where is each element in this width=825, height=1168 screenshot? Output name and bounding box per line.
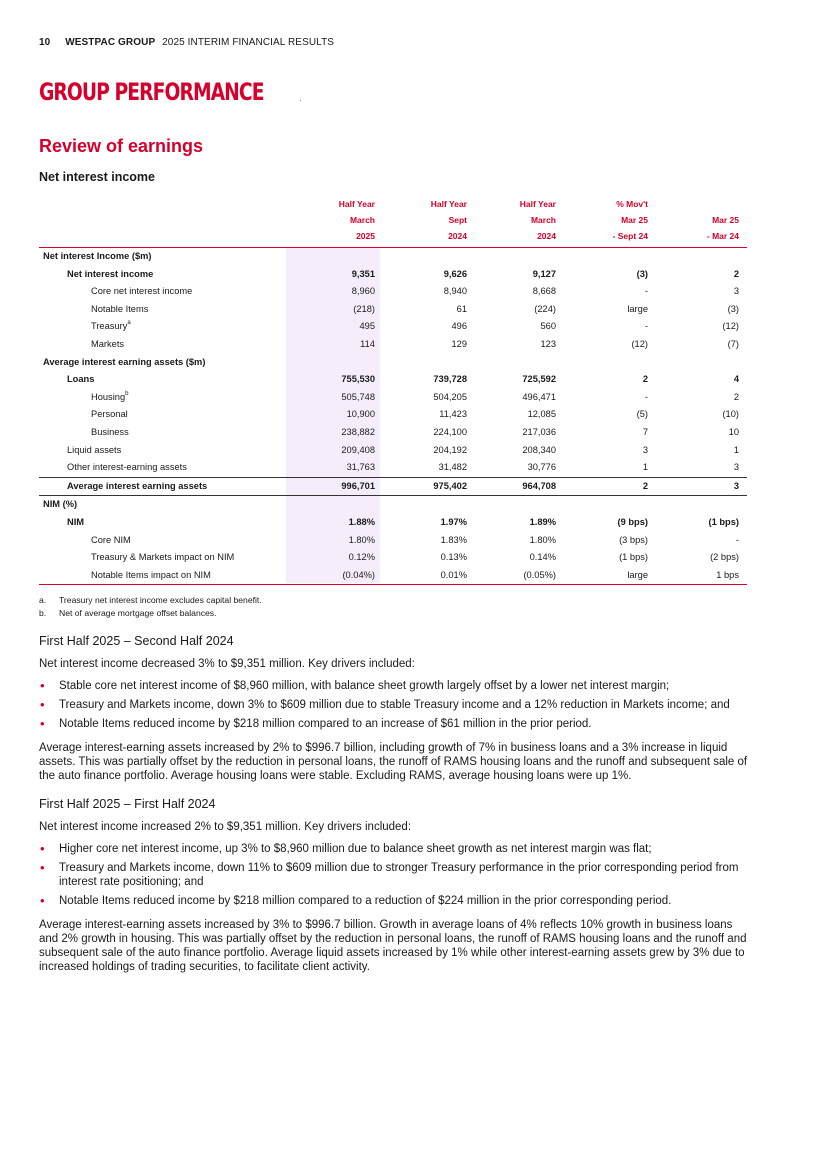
footnotes (39, 594, 262, 620)
row-label: Core NIM (91, 534, 131, 545)
table-cell: (3) (636, 268, 648, 279)
table-row (39, 406, 747, 424)
footnote: b. Net of average mortgage offset balances. (39, 608, 217, 618)
table-row (39, 459, 747, 477)
row-label: Core net interest income (91, 286, 193, 297)
table-cell: 504,205 (433, 391, 467, 402)
table-cell: (224) (534, 303, 556, 314)
table-cell: large (627, 569, 648, 580)
section2-intro: Net interest income increased 2% to $9,351 million. Key drivers included: (39, 821, 412, 833)
table-cell: 9,626 (443, 268, 467, 279)
row-label: Business (91, 426, 129, 437)
table-cell: 1.97% (440, 516, 467, 527)
table-cell: 1 (642, 462, 648, 473)
row-label: NIM (%) (43, 499, 78, 510)
table-cell: 3 (733, 462, 739, 473)
table-cell: 8,668 (532, 286, 556, 297)
row-label: Net interest Income ($m) (43, 251, 152, 261)
table-row (39, 248, 747, 266)
table-row (39, 477, 747, 497)
section2-bullets (39, 842, 749, 908)
table-cell: 2 (642, 374, 648, 385)
table-cell: 12,085 (527, 409, 556, 420)
table-row (39, 549, 747, 567)
table-cell: 129 (451, 338, 467, 349)
table-cell: 1.80% (529, 534, 556, 545)
row-label: Notable Items (91, 303, 149, 314)
column-header: Mar 25 (621, 215, 648, 225)
row-label: Notable Items impact on NIM (91, 569, 211, 580)
table-row (39, 336, 747, 354)
table-cell: 8,960 (351, 286, 375, 297)
section2-heading: First Half 2025 – First Half 2024 (39, 797, 216, 811)
section1-bullets (39, 679, 749, 731)
row-label: Housing$^b$ (91, 390, 129, 402)
table-row (39, 301, 747, 319)
table-cell: 739,728 (433, 374, 467, 385)
table-header (39, 199, 747, 247)
table-cell: - (644, 286, 648, 297)
table-cell: 11,423 (439, 409, 467, 420)
row-label: Net interest income (67, 268, 154, 279)
section1-heading: First Half 2025 – Second Half 2024 (39, 634, 234, 648)
column-header: % Mov't (616, 199, 648, 209)
footnote-marker: b (125, 390, 129, 397)
table-row (39, 354, 747, 372)
table-cell: (1 bps) (708, 516, 739, 527)
table-cell: 61 (456, 303, 467, 314)
table-cell: 1 (733, 444, 739, 455)
table-cell: (3 bps) (619, 534, 648, 545)
list-item: • Notable Items reduced income by $218 million compared to an increase of $61 million in the prior period. (39, 717, 749, 731)
table-cell: 3 (642, 444, 648, 455)
commentary (39, 634, 749, 982)
table-cell: - (735, 534, 739, 545)
table-cell: 0.13% (440, 552, 467, 563)
table-cell: 755,530 (341, 374, 375, 385)
row-label: Average interest earning assets (67, 480, 208, 491)
page-header (39, 37, 334, 48)
column-header: Half Year (519, 199, 556, 209)
row-label: Treasury & Markets impact on NIM (91, 552, 235, 563)
table-cell: 209,408 (341, 444, 375, 455)
table-cell: (3) (727, 303, 739, 314)
table-cell: 9,127 (532, 268, 556, 279)
table-row (39, 318, 747, 336)
table-cell: 114 (360, 338, 375, 349)
table-cell: 9,351 (351, 268, 375, 279)
table-row (39, 371, 747, 389)
section1-paragraph: Average interest-earning assets increased by 2% to $996.7 billion, including growth of 7% in business loans and a 3% increase in liquid assets. This was partially offset by the reduction in personal loans, the runoff of RAMS housing loans and the runoff and subsequent sale of the auto finance portfolio. Average housing loans were stable. Excluding RAMS, average housing loans were up 1%. (39, 742, 748, 782)
table-title: Net interest income (39, 170, 156, 184)
table-row (39, 514, 747, 532)
row-label: Markets (91, 338, 125, 349)
table-cell: 964,708 (522, 480, 556, 491)
row-label: Personal (91, 409, 128, 420)
column-header: March (349, 215, 375, 225)
table-cell: 0.14% (529, 552, 556, 563)
table-cell: (10) (722, 409, 739, 420)
divider-dot (300, 100, 301, 101)
table-cell: (1 bps) (619, 552, 648, 563)
table-cell: 10,900 (346, 409, 375, 420)
net-interest-income-table (39, 199, 747, 585)
table-cell: 0.01% (440, 569, 467, 580)
table-cell: 0.12% (348, 552, 375, 563)
table-cell: 238,882 (341, 426, 375, 437)
table-cell: 8,940 (443, 286, 467, 297)
column-header: Sept (448, 215, 467, 225)
column-header: 2024 (537, 231, 556, 241)
column-header: Mar 25 (712, 215, 739, 225)
row-label: Average interest earning assets ($m) (43, 356, 206, 367)
table-cell: (12) (722, 321, 739, 332)
list-item: • Stable core net interest income of $8,960 million, with balance sheet growth largely offset by a lower net interest margin; (39, 679, 749, 693)
table-cell: 505,748 (341, 391, 375, 402)
list-item: • Treasury and Markets income, down 3% to $609 million due to stable Treasury income and a 12% reduction in Markets income; and (39, 698, 749, 712)
page-subtitle: Review of earnings (39, 136, 204, 156)
column-header: March (530, 215, 556, 225)
table-cell: (0.04%) (342, 569, 375, 580)
table-cell: 975,402 (433, 480, 467, 491)
table-cell: (2 bps) (710, 552, 739, 563)
row-label: Loans (67, 374, 95, 385)
table-cell: 208,340 (522, 444, 556, 455)
table-body (39, 248, 747, 584)
section-title: GROUP PERFORMANCE (39, 78, 264, 106)
footnote-marker: a (127, 320, 131, 327)
table-cell: 3 (733, 480, 739, 491)
table-cell: 1.80% (348, 534, 375, 545)
table-cell: 31,482 (438, 462, 467, 473)
footnote: a. Treasury net interest income excludes capital benefit. (39, 595, 262, 605)
table-row (39, 389, 747, 407)
header-row (39, 231, 747, 247)
table-cell: 31,763 (346, 462, 375, 473)
table-cell: 1 bps (716, 569, 739, 580)
row-label: Treasury$^a$ (91, 320, 131, 332)
table-row (39, 567, 747, 585)
table-cell: 30,776 (527, 462, 556, 473)
header-row (39, 199, 747, 215)
table-cell: 123 (540, 338, 556, 349)
table-cell: - (644, 321, 648, 332)
column-header: 2024 (448, 231, 467, 241)
table-cell: (12) (631, 338, 648, 349)
row-label: NIM (67, 516, 85, 527)
company-name: WESTPAC GROUP (65, 37, 156, 48)
report-name: 2025 INTERIM FINANCIAL RESULTS (162, 37, 335, 48)
table-cell: 204,192 (433, 444, 467, 455)
table-cell: 495 (359, 321, 375, 332)
table-cell: 217,036 (522, 426, 556, 437)
table-cell: 560 (540, 321, 556, 332)
table-cell: 2 (733, 268, 739, 279)
column-header: - Sept 24 (612, 231, 648, 241)
table-cell: 4 (733, 374, 739, 385)
table-cell: (7) (727, 338, 739, 349)
table-row (39, 266, 747, 284)
table-cell: large (627, 303, 648, 314)
table-cell: 496 (451, 321, 467, 332)
list-item: • Treasury and Markets income, down 11% to $609 million due to stronger Treasury performance in the prior corresponding period from interest rate positioning; and (39, 861, 749, 889)
section1-intro: Net interest income decreased 3% to $9,351 million. Key drivers included: (39, 658, 415, 670)
table-cell: 996,701 (341, 480, 375, 491)
table-cell: 1.88% (348, 516, 375, 527)
table-cell: 224,100 (433, 426, 467, 437)
table-cell: 1.83% (440, 534, 467, 545)
table-row (39, 532, 747, 550)
table-cell: 496,471 (522, 391, 556, 402)
table-row (39, 283, 747, 301)
list-item: • Notable Items reduced income by $218 million compared to a reduction of $224 million in the prior corresponding period. (39, 894, 749, 908)
table-cell: (9 bps) (617, 516, 648, 527)
header-row (39, 215, 747, 231)
row-label: Other interest-earning assets (67, 462, 187, 473)
section2-paragraph: Average interest-earning assets increased by 3% to $996.7 billion. Growth in average loans of 4% reflects 10% growth in business loans and 2% growth in housing. This was partially offset by the reduction in personal loans, the runoff of RAMS housing loans and the runoff and subsequent sale of the auto finance portfolio. Average liquid assets increased by 1% while other interest-earning assets grew by 3% due to increased holdings of trading securities, to facilitate client activity. (39, 919, 747, 973)
table-cell: 7 (642, 426, 648, 437)
row-label: Liquid assets (67, 444, 122, 455)
table-row (39, 442, 747, 460)
table-cell: 1.89% (529, 516, 556, 527)
page-number: 10 (39, 37, 51, 48)
table-cell: 10 (728, 426, 739, 437)
column-header: Half Year (338, 199, 375, 209)
table-cell: 725,592 (522, 374, 556, 385)
table-cell: (0.05%) (523, 569, 556, 580)
column-header: Half Year (430, 199, 467, 209)
table-bottom-rule (39, 584, 747, 585)
column-header: - Mar 24 (706, 231, 739, 241)
table-cell: 3 (733, 286, 739, 297)
list-item: • Higher core net interest income, up 3% to $8,960 million due to balance sheet growth as net interest margin was flat; (39, 842, 749, 856)
table-cell: 2 (642, 480, 648, 491)
table-cell: (5) (636, 409, 648, 420)
column-header: 2025 (356, 231, 375, 241)
table-cell: (218) (353, 303, 375, 314)
table-row (39, 424, 747, 442)
table-row (39, 496, 747, 514)
table-cell: - (644, 391, 648, 402)
table-cell: 2 (733, 391, 739, 402)
